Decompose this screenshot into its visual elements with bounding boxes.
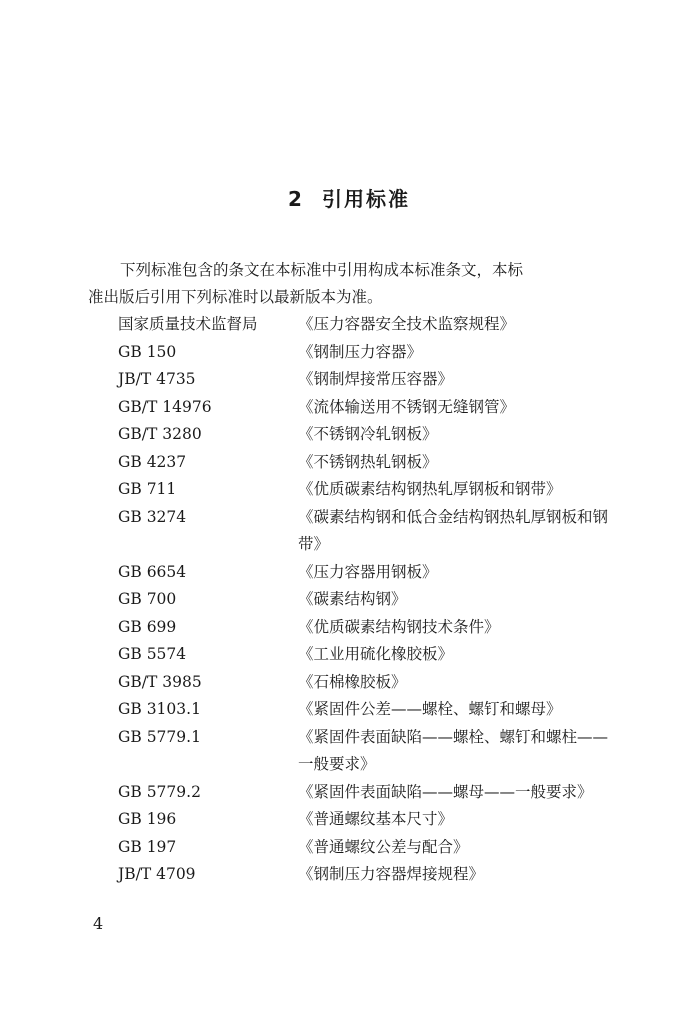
reference-code: GB 3103.1 [118, 700, 201, 718]
page-number: 4 [93, 914, 104, 933]
intro-line-1: 下列标准包含的条文在本标准中引用构成本标准条文，本标 [120, 261, 524, 279]
reference-item-14 [88, 696, 628, 724]
reference-item-13 [88, 669, 628, 697]
reference-code: GB 197 [118, 837, 177, 856]
reference-item-2 [88, 339, 628, 367]
reference-item-6 [88, 449, 628, 477]
reference-code: GB 699 [118, 617, 177, 636]
reference-item-18 [88, 834, 628, 862]
reference-code: GB 711 [118, 480, 177, 498]
reference-title: 《钢制焊接常压容器》 [298, 370, 454, 388]
reference-title: 《优质碳素结构钢热轧厚钢板和钢带》 [298, 480, 562, 498]
reference-list [88, 311, 628, 889]
reference-code: GB 5574 [118, 645, 187, 663]
reference-item-7 [88, 476, 628, 504]
reference-code: GB/T 3280 [118, 425, 202, 443]
intro-paragraph [88, 257, 608, 311]
reference-item-11 [88, 614, 628, 642]
reference-title: 《不锈钢冷轧钢板》 [298, 425, 438, 443]
reference-code: GB 700 [118, 590, 177, 608]
reference-title: 《钢制压力容器》 [298, 342, 423, 361]
reference-code: JB/T 4735 [118, 370, 196, 388]
reference-item-8 [88, 504, 628, 559]
reference-title: 《普通螺纹基本尺寸》 [298, 810, 454, 828]
reference-code: GB 6654 [118, 562, 187, 581]
reference-item-12 [88, 641, 628, 669]
section-number: 2 [288, 187, 304, 212]
reference-code: GB 5779.1 [118, 727, 201, 746]
reference-item-10 [88, 586, 628, 614]
intro-line-2: 准出版后引用下列标准时以最新版本为准。 [88, 288, 383, 306]
reference-item-9 [88, 559, 628, 587]
reference-title: 《流体输送用不锈钢无缝钢管》 [298, 397, 516, 416]
reference-code: 国家质量技术监督局 [118, 315, 258, 333]
reference-item-4 [88, 394, 628, 422]
reference-title: 《压力容器用钢板》 [298, 562, 438, 581]
reference-item-5 [88, 421, 628, 449]
reference-code: GB 196 [118, 810, 177, 828]
reference-code: GB/T 14976 [118, 397, 212, 416]
reference-item-19 [88, 861, 628, 889]
reference-title: 《紧固件公差——螺栓、螺钉和螺母》 [298, 700, 562, 718]
section-title: 引用标准 [321, 187, 410, 212]
reference-title: 《碳素结构钢》 [298, 590, 407, 608]
reference-title: 《普通螺纹公差与配合》 [298, 837, 469, 856]
reference-item-3 [88, 366, 628, 394]
reference-title: 《钢制压力容器焊接规程》 [298, 865, 485, 883]
reference-title: 《不锈钢热轧钢板》 [298, 452, 438, 471]
reference-item-1 [88, 311, 628, 339]
reference-code: GB 5779.2 [118, 782, 201, 801]
reference-title: 《工业用硫化橡胶板》 [298, 645, 454, 663]
reference-title: 《紧固件表面缺陷——螺栓、螺钉和螺柱——一般要求》 [298, 727, 609, 773]
reference-title: 《碳素结构钢和低合金结构钢热轧厚钢板和钢带》 [298, 507, 609, 553]
reference-title: 《优质碳素结构钢技术条件》 [298, 617, 500, 636]
reference-item-15 [88, 724, 628, 779]
reference-item-16 [88, 779, 628, 807]
reference-code: GB 150 [118, 342, 177, 361]
reference-title: 《石棉橡胶板》 [298, 672, 407, 691]
reference-title: 《紧固件表面缺陷——螺母——一般要求》 [298, 782, 593, 801]
reference-code: GB 3274 [118, 507, 187, 526]
reference-code: GB 4237 [118, 452, 187, 471]
reference-item-17 [88, 806, 628, 834]
page-title [0, 183, 698, 215]
reference-title: 《压力容器安全技术监察规程》 [298, 315, 516, 333]
reference-code: JB/T 4709 [118, 865, 196, 883]
reference-code: GB/T 3985 [118, 672, 202, 691]
